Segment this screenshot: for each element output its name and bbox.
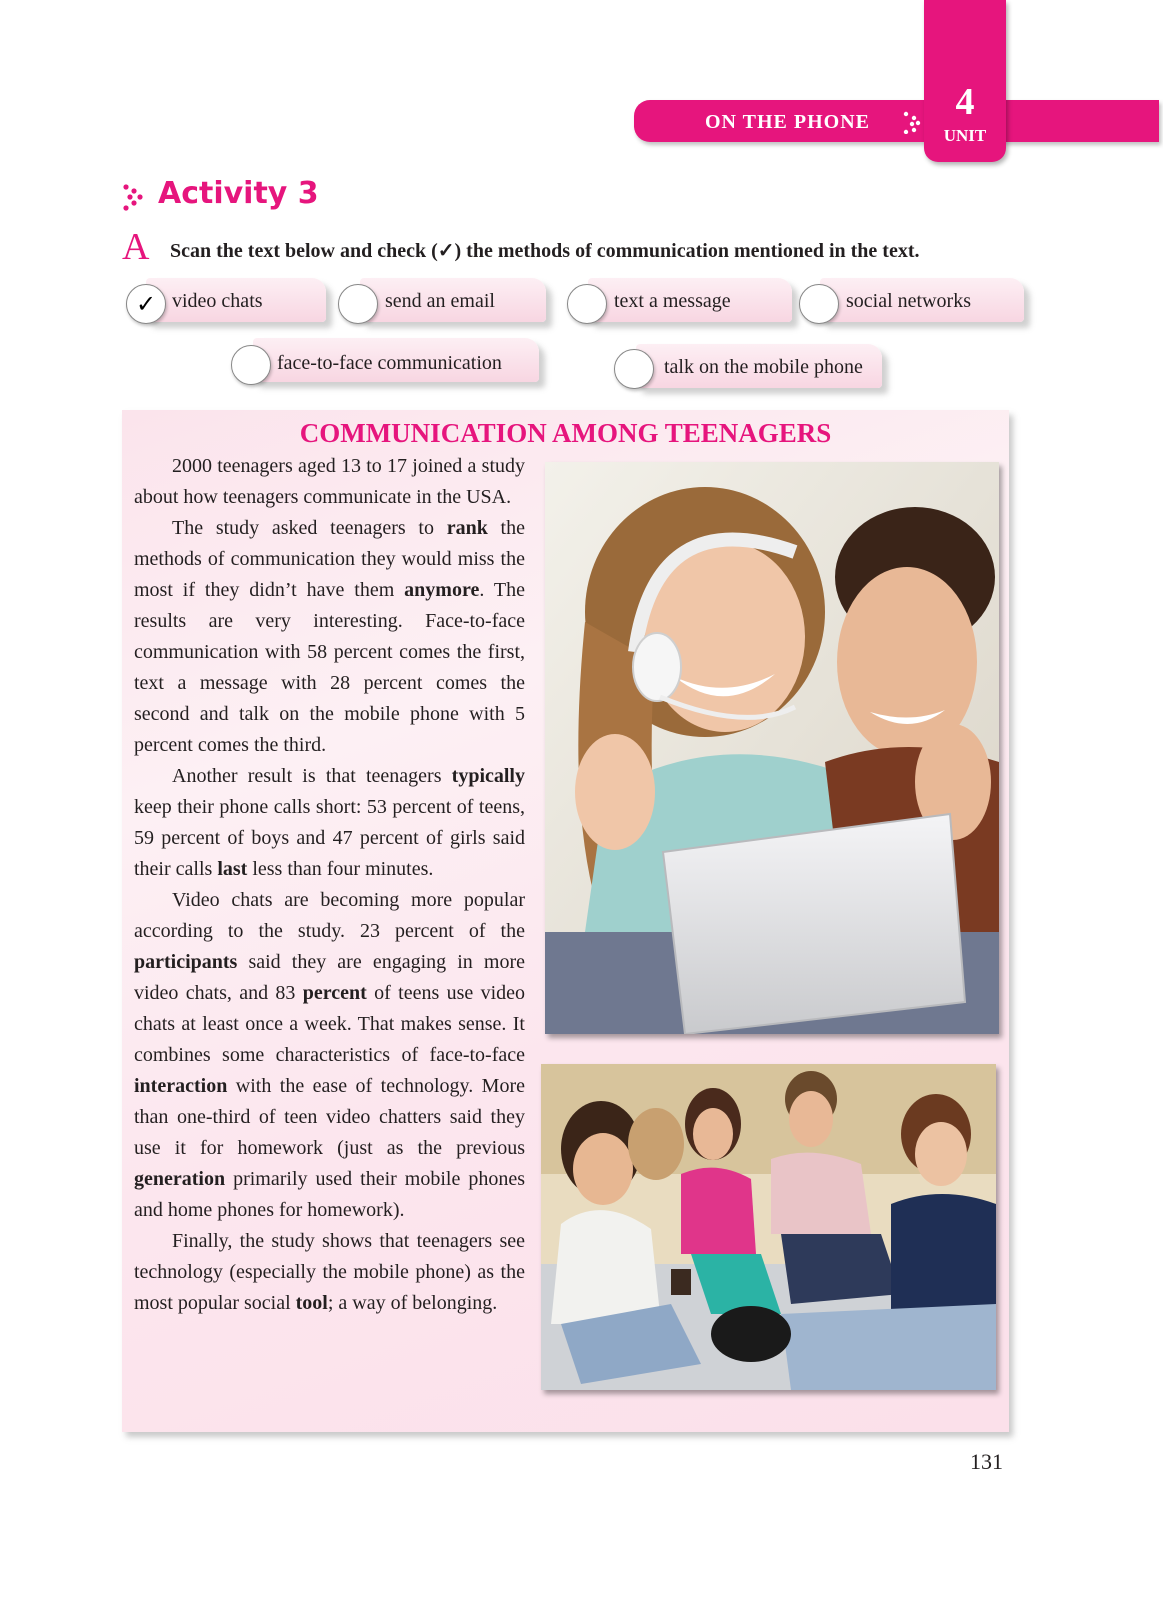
article-title: COMMUNICATION AMONG TEENAGERS [299, 418, 832, 448]
activity-title: Activity 3 [158, 176, 319, 211]
text-run: the methods of communication they would miss the most if they didn’t have them [134, 517, 525, 601]
vocabulary-word: rank [446, 517, 488, 539]
text-run: . The results are very interesting. Face-to-face communication with 58 percent comes the first, text a message with 28 percent comes the second and talk on the mobile phone with 5 percent comes the third. [134, 579, 526, 756]
vocabulary-word: participants [134, 951, 238, 973]
option-checkbox[interactable]: ✓ [126, 284, 166, 324]
unit-label: UNIT [943, 126, 987, 145]
section-title: ON THE PHONE [705, 111, 870, 133]
text-run: ; a way of belonging. [327, 1292, 498, 1314]
vocabulary-word: anymore [404, 579, 480, 601]
text-run: Another result is that teenagers [172, 765, 452, 787]
option-label: text a message [614, 290, 731, 312]
text-run: 2000 teenagers aged 13 to 17 joined a study about how teenagers communicate in the USA. [134, 455, 525, 508]
option-checkbox[interactable] [799, 284, 839, 324]
text-run: with the ease of technology. More than one-third of teen video chatters said they use it for homework (just as the previous [134, 1075, 525, 1159]
option-checkbox[interactable] [567, 284, 607, 324]
option-label: social networks [846, 290, 971, 312]
text-run: said they are engaging in more video chats, and 83 [134, 951, 525, 1004]
vocabulary-word: interaction [134, 1075, 228, 1097]
article-paragraph [134, 513, 525, 761]
article-paragraph [134, 1226, 525, 1319]
vocabulary-word: generation [134, 1168, 226, 1190]
vocabulary-word: last [217, 858, 248, 880]
article-paragraph [134, 885, 525, 1226]
option-checkbox[interactable] [338, 284, 378, 324]
text-run: keep their phone calls short: 53 percent of teens, 59 percent of boys and 47 percent of girls said their calls [134, 796, 525, 880]
text-run: Video chats are becoming more popular according to the study. 23 percent of the [134, 889, 525, 942]
article-paragraph [134, 761, 525, 885]
option-checkbox[interactable] [231, 345, 271, 385]
dots-icon [122, 183, 144, 211]
text-run: less than four minutes. [247, 858, 434, 880]
option-label: talk on the mobile phone [664, 356, 863, 378]
text-run: The study asked teenagers to [172, 517, 447, 539]
text-run: primarily used their mobile phones and home phones for homework). [134, 1168, 525, 1221]
option-label: send an email [385, 290, 495, 312]
dots-icon [900, 110, 922, 134]
vocabulary-word: typically [451, 765, 525, 787]
option-label: face-to-face communication [277, 352, 502, 374]
text-run: of teens use video chats at least once a week. That makes sense. It combines some characteristics of face-to-face [134, 982, 525, 1066]
vocabulary-word: tool [295, 1292, 328, 1314]
unit-number: 4 [955, 81, 975, 123]
option-label: video chats [172, 290, 263, 312]
photo-teens-video-chat [545, 462, 999, 1034]
page-number: 131 [970, 1449, 1003, 1474]
article-body [134, 451, 525, 1319]
part-letter: A [122, 226, 150, 268]
text-run: Finally, the study shows that teenagers see technology (especially the mobile phone) as the most popular social [134, 1230, 525, 1314]
article-paragraph [134, 451, 525, 513]
instruction-text: Scan the text below and check (✓) the methods of communication mentioned in the text. [170, 240, 920, 262]
vocabulary-word: percent [302, 982, 367, 1004]
option-checkbox[interactable] [614, 349, 654, 389]
photo-teens-group [541, 1064, 996, 1390]
